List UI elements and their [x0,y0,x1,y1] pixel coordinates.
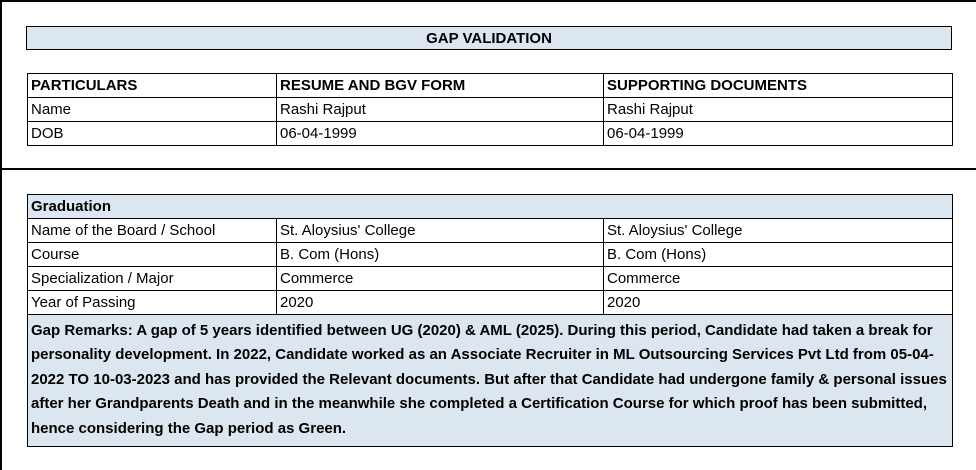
row-resume-value: B. Com (Hons) [277,243,604,267]
row-docs-value: B. Com (Hons) [604,243,953,267]
row-resume-value: Commerce [277,267,604,291]
row-resume-value: 2020 [277,291,604,315]
header-supporting-docs: SUPPORTING DOCUMENTS [604,74,953,98]
row-docs-value: St. Aloysius' College [604,219,953,243]
table-row [28,122,953,146]
graduation-table [27,194,953,447]
table-row [28,98,953,122]
section-label-graduation: Graduation [28,195,953,219]
header-particulars: PARTICULARS [28,74,277,98]
header-resume-bgv: RESUME AND BGV FORM [277,74,604,98]
row-resume-value: St. Aloysius' College [277,219,604,243]
table-row [28,243,953,267]
row-resume-value: 06-04-1999 [277,122,604,146]
table-row [28,267,953,291]
gap-remarks: Gap Remarks: A gap of 5 years identified between UG (2020) & AML (2025). During this period, Candidate had taken a break for personality development. In 2022, Candidate worked as an Associate Recruiter in ML Outsourcing Services Pvt Ltd from 05-04-2022 TO 10-03-2023 and has provided the Relevant documents. But after that Candidate had undergone family & personal issues after her Grandparents Death and in the meanwhile she completed a Certification Course for which proof has been submitted, hence considering the Gap period as Green. [28,315,953,447]
row-docs-value: Commerce [604,267,953,291]
row-docs-value: 2020 [604,291,953,315]
row-label: Name of the Board / School [28,219,277,243]
table-header-row [28,74,953,98]
row-label: Course [28,243,277,267]
page-title: GAP VALIDATION [26,26,952,50]
remarks-row [28,315,953,447]
section-header-row [28,195,953,219]
row-label: Specialization / Major [28,267,277,291]
personal-details-table [27,73,953,146]
row-docs-value: 06-04-1999 [604,122,953,146]
row-label: Year of Passing [28,291,277,315]
row-resume-value: Rashi Rajput [277,98,604,122]
row-label: Name [28,98,277,122]
row-label: DOB [28,122,277,146]
table-row [28,219,953,243]
table-row [28,291,953,315]
row-docs-value: Rashi Rajput [604,98,953,122]
